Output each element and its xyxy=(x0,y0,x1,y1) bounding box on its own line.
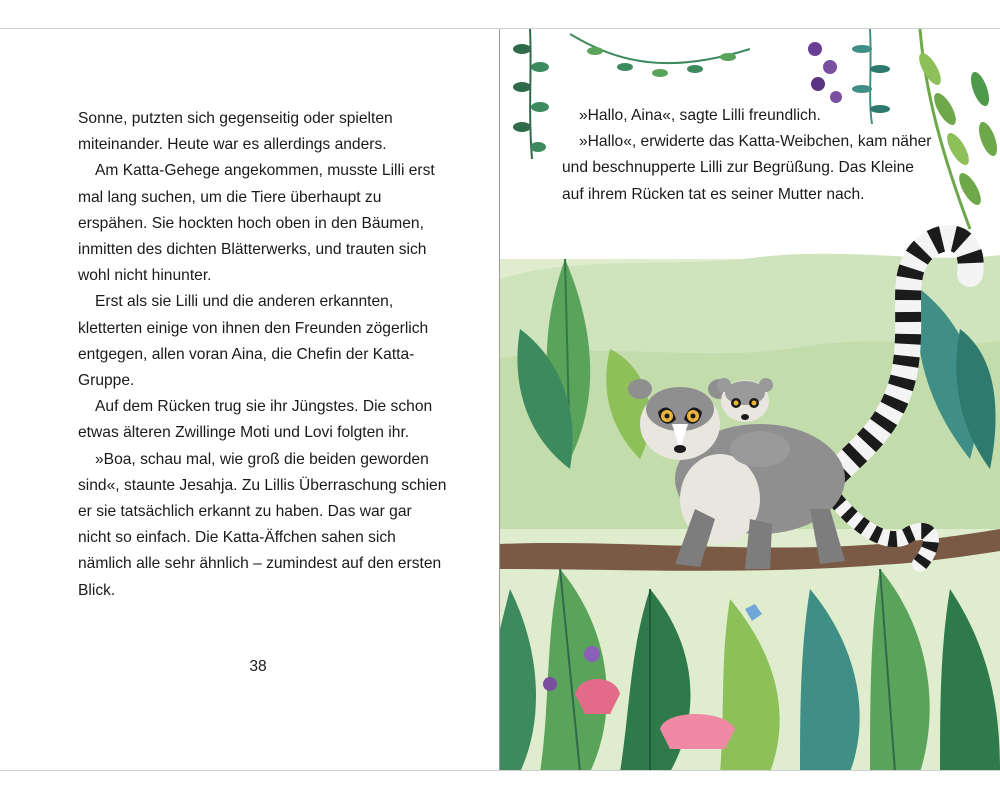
left-page-text xyxy=(78,106,448,604)
book-spread xyxy=(0,28,1000,771)
left-page xyxy=(0,29,500,770)
right-page-text xyxy=(562,103,932,208)
page-number: 38 xyxy=(249,658,267,675)
paragraph: »Boa, schau mal, wie groß die beiden geworden sind«, staunte Jesahja. Zu Lillis Überraschung schien er sie tatsächlich erkannt zu haben. Das war gar nicht so einfach. Die Katta-Äffchen sahen sich nämlich alle sehr ähnlich – zumindest auf den ersten Blick. xyxy=(78,450,447,599)
paragraph: »Hallo, Aina«, sagte Lilli freundlich. xyxy=(579,107,821,124)
paragraph: Auf dem Rücken trug sie ihr Jüngstes. Die schon etwas älteren Zwillinge Moti und Lovi folgten ihr. xyxy=(78,398,433,442)
right-page xyxy=(500,29,1000,770)
paragraph: Sonne, putzten sich gegenseitig oder spielten miteinander. Heute war es allerdings anders. xyxy=(78,110,393,154)
paragraph: »Hallo«, erwiderte das Katta-Weibchen, kam näher und beschnupperte Lilli zur Begrüßung. Das Kleine auf ihrem Rücken tat es seiner Mutter nach. xyxy=(562,133,932,203)
paragraph: Am Katta-Gehege angekommen, musste Lilli erst mal lang suchen, um die Tiere überhaupt zu erspähen. Sie hockten hoch oben in den Bäumen, inmitten des dichten Blätterwerks, und trauten sich wohl nicht hinunter. xyxy=(78,162,435,285)
paragraph: Erst als sie Lilli und die anderen erkannten, kletterten einige von ihnen den Freunden zögerlich entgegen, allen voran Aina, die Chefin der Katta-Gruppe. xyxy=(78,293,429,390)
